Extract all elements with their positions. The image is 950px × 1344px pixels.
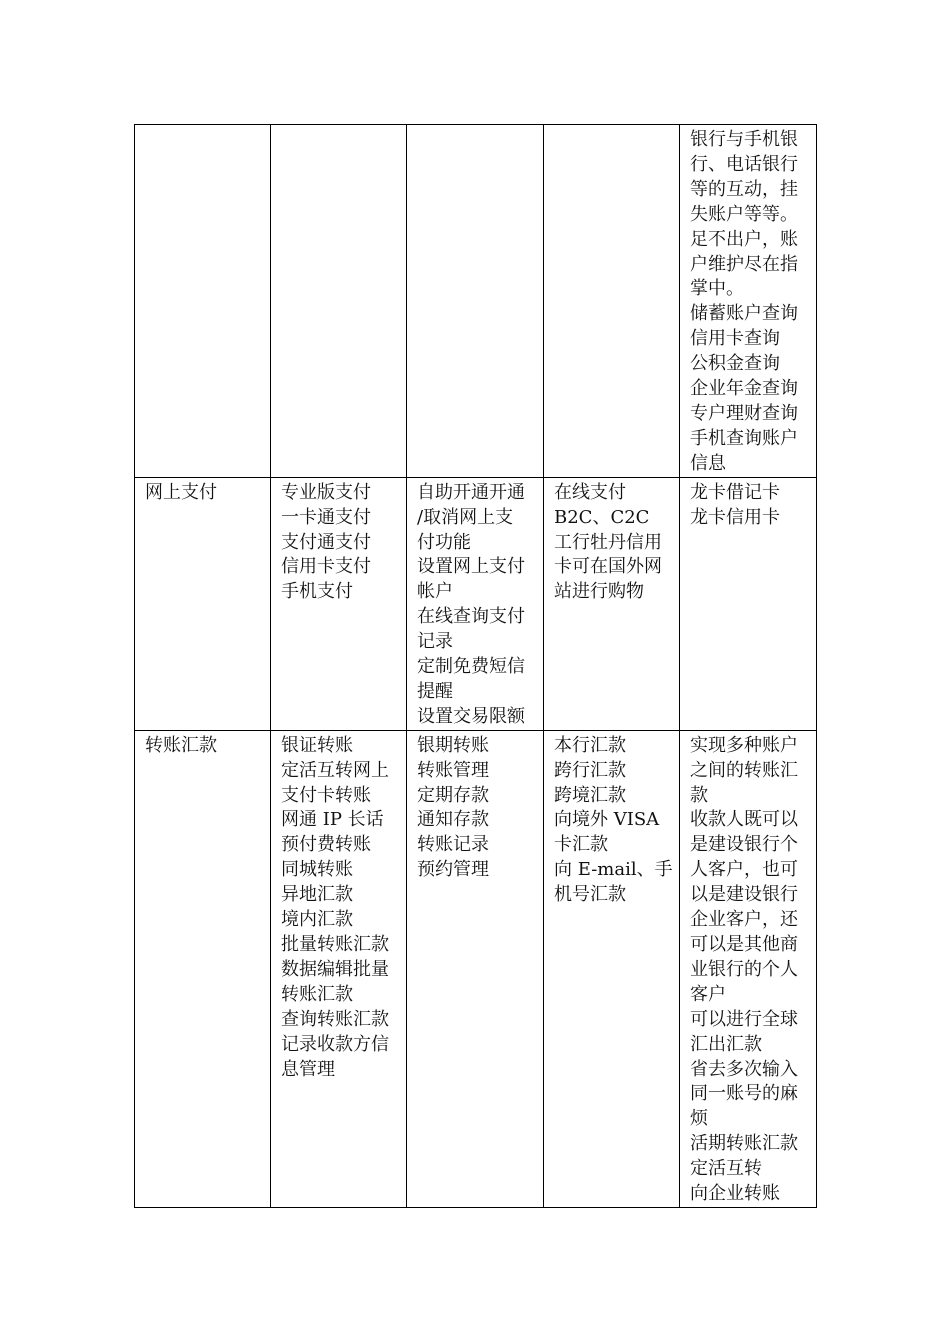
cell-text-line: 定制免费短信 [417,656,525,678]
cell-text-line: 向境外 VISA [554,809,660,831]
cell-text-line: 龙卡信用卡 [690,506,780,528]
cell-text-line: 款 [690,784,708,806]
cell-text-line: 户维护尽在指 [690,253,798,275]
cell-text-line: 龙卡借记卡 [690,481,780,503]
table-cell [271,730,407,1207]
cell-text-line: 信用卡查询 [690,328,780,350]
cell-text-line: 人客户，也可 [690,859,798,881]
table-cell [407,477,544,730]
cell-text-line: 专业版支付 [281,481,371,503]
table-row [135,125,817,478]
cell-text-line: /取消网上支 [417,506,514,528]
cell-text-line: 定期存款 [417,784,489,806]
cell-text-line: 省去多次输入 [690,1058,798,1080]
table-cell [680,477,817,730]
cell-text-line: 卡汇款 [554,834,608,856]
table-cell [680,730,817,1207]
cell-text-line: 异地汇款 [281,884,353,906]
cell-text-line: 同城转账 [281,859,353,881]
cell-text-line: 预约管理 [417,859,489,881]
cell-text-line: 银证转账 [281,734,353,756]
cell-text-line: 转账汇款 [145,734,217,756]
table-cell [135,125,271,478]
cell-text-line: 付功能 [417,531,471,553]
table-cell [407,125,544,478]
table-cell [544,477,680,730]
cell-text-line: 可以进行全球 [690,1008,798,1030]
cell-text-line: 转账记录 [417,834,489,856]
table-cell [407,730,544,1207]
cell-text-line: 在线支付 [554,481,626,503]
cell-text-line: 帐户 [417,581,453,603]
cell-text-line: 息管理 [281,1058,335,1080]
feature-table [134,124,817,1208]
cell-text-line: 在线查询支付 [417,606,525,628]
table-row [135,730,817,1207]
cell-text-line: 客户 [690,983,726,1005]
cell-text-line: 可以是其他商 [690,934,798,955]
cell-text-line: 定活互转 [690,1158,762,1180]
cell-text-line: 掌中。 [690,278,744,300]
cell-text-line: 境内汇款 [281,909,353,931]
cell-text-line: 公积金查询 [690,353,780,375]
cell-text-line: 站进行购物 [554,581,644,603]
cell-text-line: 活期转账汇款 [690,1133,798,1155]
cell-text-line: 跨境汇款 [554,784,626,806]
cell-text-line: 银行与手机银 [690,129,798,150]
cell-text-line: 记录 [417,631,453,653]
table-cell [544,125,680,478]
cell-text-line: 同一账号的麻 [690,1083,798,1105]
cell-text-line: 数据编辑批量 [281,958,389,980]
cell-text-line: 储蓄账户查询 [690,303,798,325]
cell-text-line: 自助开通开通 [417,481,525,503]
cell-text-line: 烦 [690,1108,708,1130]
cell-text-line: 向企业转账 [690,1183,780,1205]
table-cell [135,730,271,1207]
cell-text-line: 转账管理 [417,759,489,781]
cell-text-line: 银期转账 [417,734,489,756]
cell-text-line: 汇出汇款 [690,1033,762,1055]
cell-text-line: 卡可在国外网 [554,556,662,578]
cell-text-line: 之间的转账汇 [690,759,798,781]
cell-text-line: 定活互转网上 [281,759,389,781]
cell-text-line: 记录收款方信 [281,1033,389,1055]
cell-text-line: 业银行的个人 [690,958,798,980]
cell-text-line: 预付费转账 [281,834,371,856]
cell-text-line: 支付通支付 [281,531,371,553]
cell-text-line: 转账汇款 [281,983,353,1005]
cell-text-line: 设置交易限额 [417,705,525,727]
cell-text-line: 向 E-mail、手 [554,859,673,881]
cell-text-line: 一卡通支付 [281,506,371,528]
cell-text-line: 行、电话银行 [690,153,798,175]
cell-text-line: 以是建设银行 [690,884,798,906]
table-cell [271,125,407,478]
cell-text-line: 收款人既可以 [690,809,798,831]
cell-text-line: 批量转账汇款 [281,934,389,955]
cell-text-line: 失账户等等。 [690,203,798,225]
cell-text-line: 设置网上支付 [417,556,525,578]
cell-text-line: 工行牡丹信用 [554,531,662,553]
cell-text-line: 手机查询账户 [690,427,798,449]
cell-text-line: 手机支付 [281,581,353,603]
cell-text-line: 足不出户，账 [690,228,798,250]
cell-text-line: B2C、C2C [554,506,650,528]
cell-text-line: 提醒 [417,680,453,702]
cell-text-line: 机号汇款 [554,884,626,906]
cell-text-line: 信息 [690,452,726,474]
cell-text-line: 通知存款 [417,809,489,831]
cell-text-line: 支付卡转账 [281,784,371,806]
table-cell [271,477,407,730]
cell-text-line: 是建设银行个 [690,834,798,856]
cell-text-line: 等的互动，挂 [690,178,798,200]
cell-text-line: 跨行汇款 [554,759,626,781]
cell-text-line: 企业年金查询 [690,378,798,400]
cell-text-line: 网通 IP 长话 [281,809,384,831]
cell-text-line: 专户理财查询 [690,402,798,424]
cell-text-line: 企业客户，还 [690,909,798,931]
cell-text-line: 本行汇款 [554,734,626,756]
cell-text-line: 查询转账汇款 [281,1008,389,1030]
cell-text-line: 信用卡支付 [281,556,371,578]
table-row [135,477,817,730]
cell-text-line: 网上支付 [145,481,217,503]
cell-text-line: 实现多种账户 [690,734,798,756]
table-cell [135,477,271,730]
table-cell [680,125,817,478]
table-cell [544,730,680,1207]
